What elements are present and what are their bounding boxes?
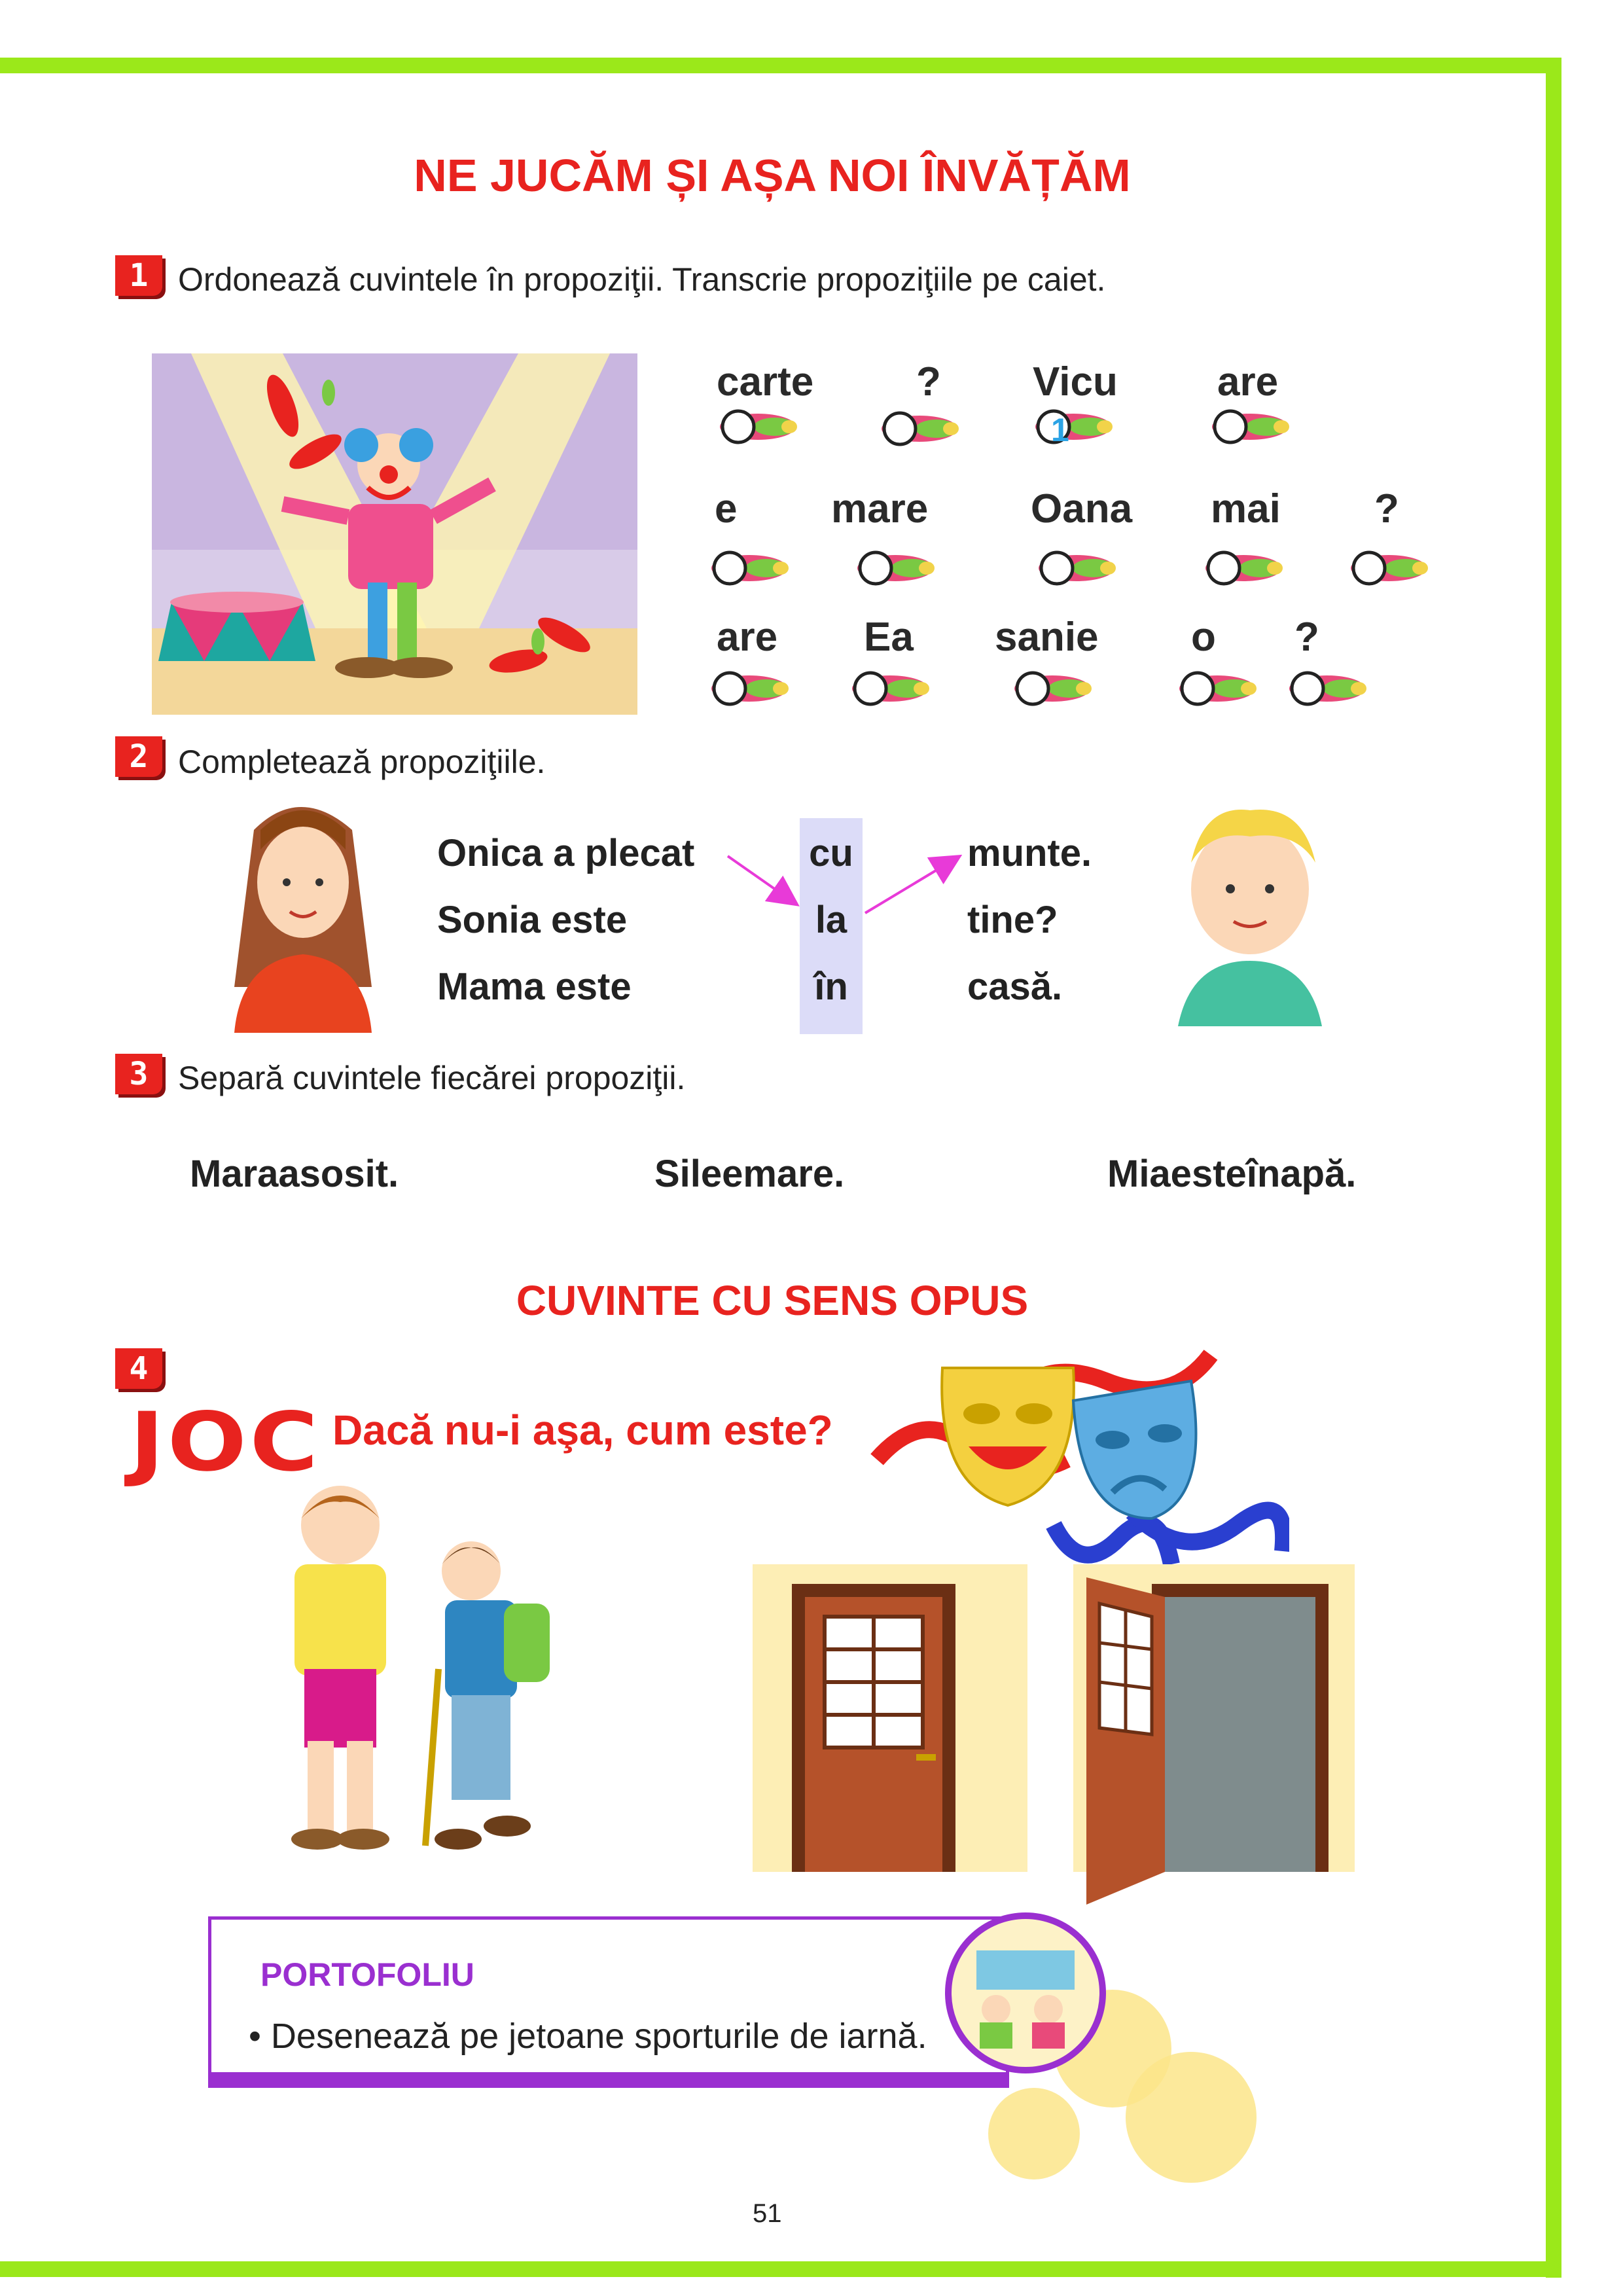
pin-word: mai xyxy=(1211,486,1281,531)
game-question: Dacă nu-i aşa, cum este? xyxy=(332,1407,833,1454)
sentence-end: tine? xyxy=(967,899,1058,941)
pin-word: Oana xyxy=(1031,486,1133,531)
example-arrows xyxy=(720,825,982,942)
bowling-pin-icon xyxy=(720,411,797,442)
bowling-pin-icon xyxy=(1014,673,1092,704)
boy-illustration xyxy=(1152,791,1348,1026)
exercise-1-instruction: Ordonează cuvintele în propoziţii. Transcrie propoziţiile pe caiet. xyxy=(178,261,1106,298)
word-choice: la xyxy=(815,899,847,941)
bowling-pin-icon xyxy=(1205,552,1283,584)
sentence-start: Mama este xyxy=(437,965,632,1008)
bowling-pin-icon xyxy=(882,413,959,444)
bowling-pin-icon xyxy=(1035,411,1113,442)
sentence-start: Onica a plecat xyxy=(437,832,695,874)
pin-word: ? xyxy=(916,359,941,404)
pin-word: carte xyxy=(717,359,814,404)
page-number: 51 xyxy=(753,2199,782,2228)
bowling-pin-icon xyxy=(1039,552,1116,584)
exercise-4-number: 4 xyxy=(115,1348,162,1389)
pin-word: are xyxy=(1217,359,1279,404)
portfolio-title: PORTOFOLIU xyxy=(260,1956,474,1993)
pin-word: ? xyxy=(1294,615,1319,660)
bowling-pin-icon xyxy=(1179,673,1257,704)
pin-word: are xyxy=(717,615,778,660)
exercise-3-number: 3 xyxy=(115,1054,162,1094)
page-title: NE JUCĂM ȘI AȘA NOI ÎNVĂȚĂM xyxy=(414,150,1131,201)
bowling-pin-icon xyxy=(852,673,929,704)
pin-word: mare xyxy=(831,486,929,531)
pin-word: o xyxy=(1191,615,1216,660)
children-illustration xyxy=(262,1473,576,1865)
joined-sentence: Sileemare. xyxy=(654,1153,845,1195)
word-choice: în xyxy=(814,965,848,1008)
game-label: JOC xyxy=(130,1395,321,1490)
page-frame-bottom xyxy=(0,2261,1561,2277)
sentence-start: Sonia este xyxy=(437,899,628,941)
pin-word: Vicu xyxy=(1033,359,1118,404)
bowling-pin-icon xyxy=(711,673,789,704)
joined-sentence: Miaesteînapă. xyxy=(1107,1153,1357,1195)
open-door-illustration xyxy=(1073,1564,1355,1905)
theater-masks-illustration xyxy=(870,1329,1289,1590)
bowling-pin-icon xyxy=(711,552,789,584)
closed-door-illustration xyxy=(753,1564,1027,1872)
joined-sentence: Maraasosit. xyxy=(190,1153,399,1195)
sentence-end: casă. xyxy=(967,965,1063,1008)
bowling-pin-icon xyxy=(1351,552,1428,584)
pin-word: sanie xyxy=(995,615,1099,660)
pin-word: Ea xyxy=(864,615,914,660)
exercise-2-number: 2 xyxy=(115,736,162,777)
exercise-3-instruction: Separă cuvintele fiecărei propoziţii. xyxy=(178,1060,686,1096)
exercise-1-number: 1 xyxy=(115,255,162,296)
sentence-end: munte. xyxy=(967,832,1092,874)
bowling-pin-icon xyxy=(1212,411,1289,442)
pin-word: e xyxy=(715,486,738,531)
example-order-number: 1 xyxy=(1051,412,1069,448)
bowling-pin-slots xyxy=(0,0,1623,740)
word-choice: cu xyxy=(809,832,853,874)
portfolio-box xyxy=(208,1916,1009,2088)
pin-word: ? xyxy=(1374,486,1399,531)
exercise-2-instruction: Completează propoziţiile. xyxy=(178,744,546,780)
girl-illustration xyxy=(221,791,385,1033)
bowling-pin-icon xyxy=(1289,673,1366,704)
section-title: CUVINTE CU SENS OPUS xyxy=(516,1277,1029,1324)
classroom-icon xyxy=(944,1911,1107,2075)
portfolio-text: • Desenează pe jetoane sporturile de iarnă. xyxy=(249,2017,927,2056)
bowling-pin-icon xyxy=(857,552,935,584)
